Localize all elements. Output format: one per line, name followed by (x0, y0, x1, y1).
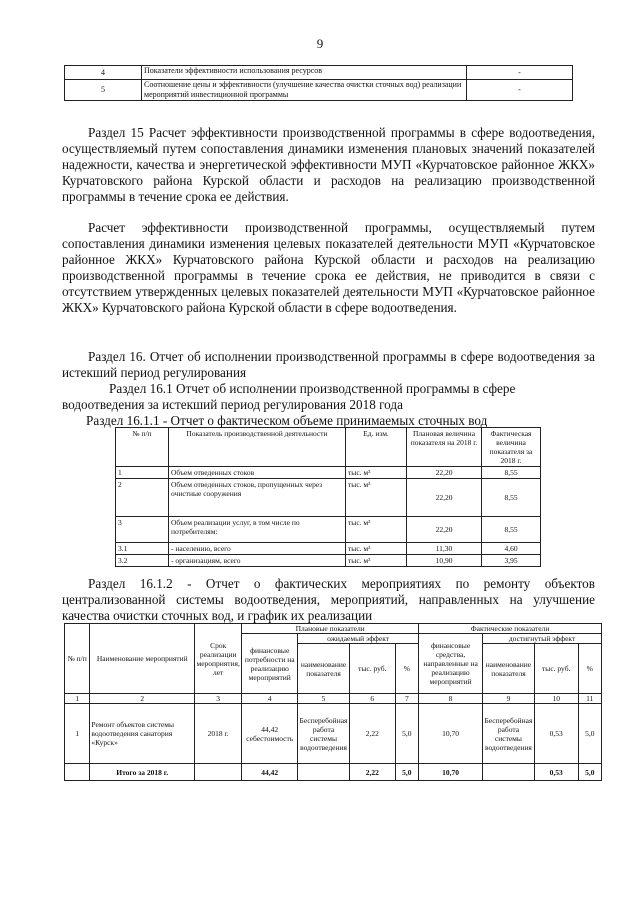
cell-num: 3.1 (116, 543, 169, 555)
section-16-heading: Раздел 16. Отчет об исполнении производственной программы в сфере водоотведения за истекший период регулирования (62, 349, 595, 380)
total-plan-rub: 2,22 (349, 764, 395, 781)
column-header: тыс. руб. (349, 644, 395, 694)
cell-name: - организациям, всего (169, 555, 346, 567)
column-index: 11 (578, 694, 601, 704)
column-index: 3 (195, 694, 242, 704)
total-fact-pct: 5,0 (578, 764, 601, 781)
cell-fact-cost: 10,70 (419, 704, 483, 764)
total-plan-cost: 44,42 (242, 764, 298, 781)
cell-plan: 11,30 (407, 543, 482, 555)
column-header: финансовые потребности на реализацию мероприятий (242, 634, 298, 694)
cell-fact: 8,55 (482, 517, 541, 543)
table-row (65, 66, 573, 80)
column-index: 10 (534, 694, 578, 704)
column-header: Плановые показатели (242, 624, 419, 634)
column-header: Ед. изм. (346, 428, 407, 467)
row-text: Соотношение цены и эффективности (улучшение качества очистки сточных вод) реализации мероприятий инвестиционной программы (142, 80, 467, 101)
cell-fact: 8,55 (482, 479, 541, 517)
cell-name: Объем отведенных стоков (169, 467, 346, 479)
table-row (116, 467, 541, 479)
cell-num: 2 (116, 479, 169, 517)
table-row (116, 543, 541, 555)
column-index: 2 (90, 694, 195, 704)
cell-fact-indicator: Бесперебойная работа системы водоотведения (483, 704, 535, 764)
cell-plan-cost: 44,42 себестоимость (242, 704, 298, 764)
column-header: % (395, 644, 418, 694)
cell-name: Объем реализации услуг, в том числе по потребителям: (169, 517, 346, 543)
column-index: 9 (483, 694, 535, 704)
cell-plan-pct: 5,0 (395, 704, 418, 764)
table-row (65, 704, 602, 764)
cell-num: 1 (116, 467, 169, 479)
table-row (116, 517, 541, 543)
total-label: Итого за 2018 г. (90, 764, 195, 781)
cell-term: 2018 г. (195, 704, 242, 764)
column-header: наименование показателя (483, 644, 535, 694)
column-header: финансовые средства, направленные на реализацию мероприятий (419, 634, 483, 694)
column-header: наименование показателя (298, 644, 350, 694)
row-text: Показатели эффективности использования ресурсов (142, 66, 467, 80)
cell-name: Ремонт объектов системы водоотведения санатория «Курск» (90, 704, 195, 764)
column-index: 1 (65, 694, 90, 704)
cell-plan-rub: 2,22 (349, 704, 395, 764)
column-header: тыс. руб. (534, 644, 578, 694)
column-header: Плановая величина показателя на 2018 г. (407, 428, 482, 467)
column-index: 4 (242, 694, 298, 704)
column-header: № п/п (116, 428, 169, 467)
table-row (65, 80, 573, 101)
column-header: Показатель производственной деятельности (169, 428, 346, 467)
row-value: - (467, 80, 573, 101)
cell-plan: 22,20 (407, 479, 482, 517)
column-header: % (578, 644, 601, 694)
column-header: Срок реализации мероприятия, лет (195, 624, 242, 694)
row-number: 4 (65, 66, 142, 80)
cell-unit: тыс. м³ (346, 479, 407, 517)
column-header: № п/п (65, 624, 90, 694)
total-plan-pct: 5,0 (395, 764, 418, 781)
column-header: Фактические показатели (419, 624, 602, 634)
cell-plan: 10,90 (407, 555, 482, 567)
column-index: 8 (419, 694, 483, 704)
total-fact-cost: 10,70 (419, 764, 483, 781)
section-15-paragraph: Раздел 15 Расчет эффективности производственной программы в сфере водоотведения, осуществляемый путем сопоставления динамики изменения плановых значений показателей надежности, качества и энергетической эффективности МУП «Курчатовское районное ЖКХ» Курчатовского района Курской области и расходов на реализацию производственной программы в течение срока ее действия. (62, 125, 595, 204)
column-header: достигнутый эффект (483, 634, 602, 644)
total-fact-rub: 0,53 (534, 764, 578, 781)
table-header-row (116, 428, 541, 467)
cell-num: 1 (65, 704, 90, 764)
cell-name: - населению, всего (169, 543, 346, 555)
section-16-1-heading-line2: водоотведения за истекший период регулирования 2018 года (62, 397, 403, 412)
cell-plan: 22,20 (407, 467, 482, 479)
cell-unit: тыс. м³ (346, 543, 407, 555)
cell-fact: 4,60 (482, 543, 541, 555)
column-index-row (65, 694, 602, 704)
column-index: 7 (395, 694, 418, 704)
cell-unit: тыс. м³ (346, 467, 407, 479)
table-row (116, 479, 541, 517)
column-header: Фактическая величина показателя за 2018 г. (482, 428, 541, 467)
section-16-1-heading-line1: Раздел 16.1 Отчет об исполнении производственной программы в сфере (109, 381, 516, 396)
cell-unit: тыс. м³ (346, 517, 407, 543)
cell-num: 3.2 (116, 555, 169, 567)
column-header: ожидаемый эффект (298, 634, 419, 644)
cell-unit: тыс. м³ (346, 555, 407, 567)
table-row (116, 555, 541, 567)
cell-num: 3 (116, 517, 169, 543)
section-15-paragraph-2: Расчет эффективности производственной программы, осуществляемый путем сопоставления динамики изменения целевых показателей деятельности МУП «Курчатовское районное ЖКХ» Курчатовского района Курской области и расходов на реализацию производственной программы в течение срока ее действия, не приводится в связи с отсутствием утвержденных целевых показателей деятельности МУП «Курчатовское районное ЖКХ» Курчатовского района Курской области в сфере водоотведения. (62, 220, 595, 315)
measures-table (64, 623, 602, 781)
cell-fact-rub: 0,53 (534, 704, 578, 764)
wastewater-volume-table (115, 427, 541, 567)
cell-plan-indicator: Бесперебойная работа системы водоотведения (298, 704, 350, 764)
page-number: 9 (316, 36, 324, 51)
cell-fact: 8,55 (482, 467, 541, 479)
column-index: 6 (349, 694, 395, 704)
cell-plan: 22,20 (407, 517, 482, 543)
column-header: Наименование мероприятий (90, 624, 195, 694)
indicators-table (64, 65, 573, 101)
table-header-row (65, 624, 602, 634)
section-16-1-1-heading: Раздел 16.1.1 - Отчет о фактическом объеме принимаемых сточных вод (86, 413, 488, 428)
cell-name: Объем отведенных стоков, пропущенных через очистные сооружения (169, 479, 346, 517)
cell-fact-pct: 5,0 (578, 704, 601, 764)
total-row (65, 764, 602, 781)
row-value: - (467, 66, 573, 80)
section-16-1-2-heading: Раздел 16.1.2 - Отчет о фактических мероприятиях по ремонту объектов централизованной системы водоотведения, мероприятий, направленных на улучшение качества очистки сточных вод, и график их реализации (62, 576, 595, 623)
cell-fact: 3,95 (482, 555, 541, 567)
row-number: 5 (65, 80, 142, 101)
column-index: 5 (298, 694, 350, 704)
